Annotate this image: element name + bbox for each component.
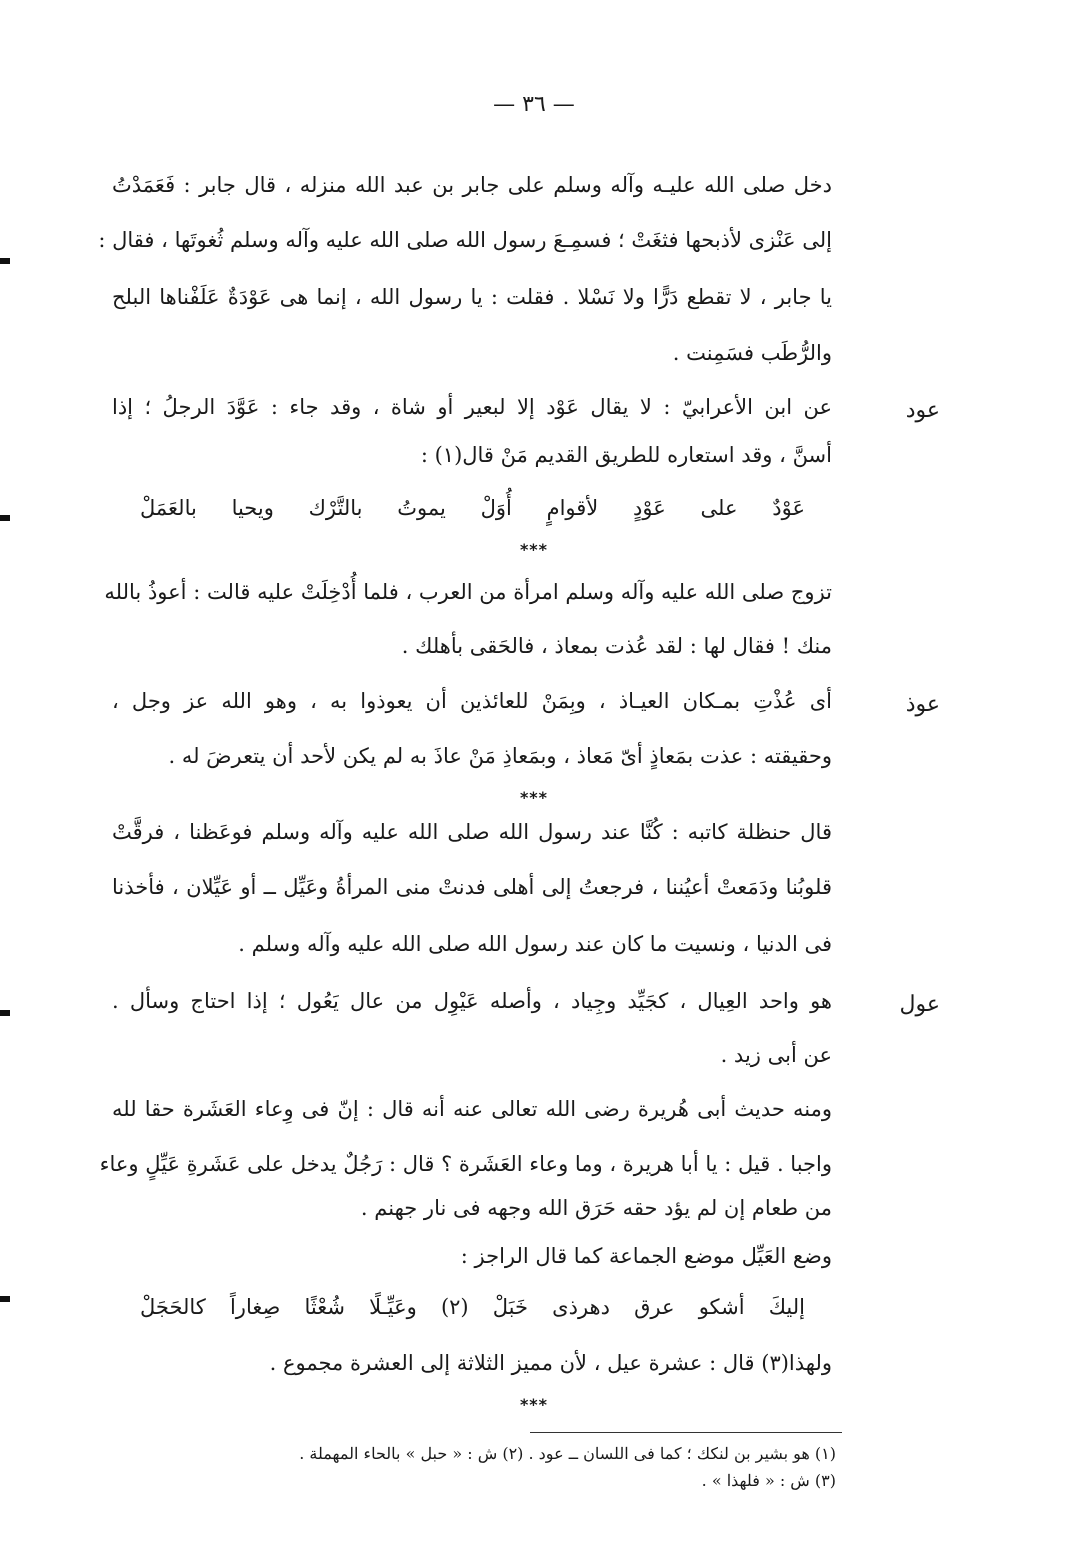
margin-mark [0, 258, 10, 264]
text-line: يا جابر ، لا تقطع دَرًّا ولا نَسْلا . فقلت : يا رسول الله ، إنما هى عَوْدَةٌ عَلَفْناها البلح [112, 285, 832, 309]
text-line: واجبا . قيل : يا أبا هريرة ، وما وعاء العَشَرة ؟ قال : رَجُلٌ يدخل على عَشَرةِ عَيِّلٍ وعاء [99, 1152, 832, 1176]
text-line: وحقيقته : عذت بمَعاذٍ أىّ مَعاذ ، وبمَعاذِ مَنْ عاذَ به لم يكن لأحد أن يتعرضَ له . [168, 744, 832, 768]
verse-line: إليكَ أشكو عرق دهرذى خَبَلْ (٢) وعَيِّـلًا شُعْثًا صِغاراً كالحَجَلْ [140, 1295, 805, 1319]
text-line: دخل صلى الله عليـه وآله وسلم على جابر بن عبد الله منزله ، قال جابر : فَعَمَدْتُ [112, 173, 832, 197]
margin-mark [0, 1296, 10, 1302]
text-line: تزوج صلى الله عليه وآله وسلم امرأة من العرب ، فلما أُدْخِلَتْ عليه قالت : أعوذُ بالله [104, 580, 832, 604]
text-line: من طعام إن لم يؤد حقه حَرَق الله وجهه فى نار جهنم . [360, 1196, 832, 1220]
footnote-rule [530, 1432, 842, 1433]
margin-mark [0, 515, 10, 521]
text-line: قال حنظلة كاتبه : كُنَّا عند رسول الله صلى الله عليه وآله وسلم فوعَظنا ، فرقَّتْ [112, 820, 832, 844]
section-separator: *** [519, 788, 549, 807]
page-number: — ٣٦ — [493, 92, 575, 117]
text-line: والرُّطَب فسَمِنت . [672, 341, 832, 365]
text-line: عن أبى زيد . [720, 1043, 832, 1067]
text-line: أى عُذْتِ بمـكان العيـاذ ، وبِمَنْ للعائذين أن يعوذوا به ، وهو الله عز وجل ، [112, 689, 832, 713]
section-separator: *** [519, 540, 549, 559]
text-line: منك ! فقال لها : لقد عُذت بمعاذ ، فالحَقى بأهلك . [401, 634, 832, 658]
text-line: ولهذا(٣) قال : عشرة عيل ، لأن مميز الثلاثة إلى العشرة مجموع . [269, 1351, 832, 1375]
text-line: عن ابن الأعرابيّ : لا يقال عَوْد إلا لبعير أو شاة ، وقد جاء : عَوَّدَ الرجلُ ؛ إذا [112, 395, 832, 419]
margin-mark [0, 1010, 10, 1016]
section-separator: *** [519, 1395, 549, 1414]
footnote: (١) هو بشير بن لنكك ؛ كما فى اللسان ــ عود . (٢) ش : « حبل » بالحاء المهملة . [299, 1444, 836, 1463]
entry-head-awl: عول [899, 992, 940, 1017]
verse-line: عَوْدٌ على عَوْدٍ لأقوامٍ أُوَلْ يموتُ بالتَّرْك ويحيا بالعَمَلْ [140, 496, 805, 520]
entry-head-awdh: عوذ [905, 692, 940, 717]
text-line: ومنه حديث أبى هُريرة رضى الله تعالى عنه أنه قال : إنّ فى وِعاء العَشَرة حقا لله [112, 1097, 832, 1121]
text-line: قلوبُنا ودَمَعتْ أعيُننا ، فرجعتُ إلى أهلى فدنتْ منى المرأةُ وعَيِّل ــ أو عَيِّلان ، فأخذنا [112, 875, 832, 899]
text-line: وضع العَيِّل موضع الجماعة كما قال الراجز : [460, 1244, 832, 1268]
text-line: أسنَّ ، وقد استعاره للطريق القديم مَنْ قال(١) : [420, 443, 832, 467]
text-line: إلى عَنْزى لأذبحها فثغَتْ ؛ فسمِـعَ رسول الله صلى الله عليه وآله وسلم ثُغوتَها ، فقال : [98, 228, 832, 252]
entry-head-awd: عود [905, 398, 940, 423]
footnote: (٣) ش : « فلهذا » . [701, 1471, 836, 1490]
text-line: فى الدنيا ، ونسيت ما كان عند رسول الله صلى الله عليه وآله وسلم . [238, 932, 832, 956]
text-line: هو واحد العِيال ، كجَيِّد وجِياد ، وأصله عَيْوِل من عال يَعُول ؛ إذا احتاج وسأل . [112, 989, 832, 1013]
